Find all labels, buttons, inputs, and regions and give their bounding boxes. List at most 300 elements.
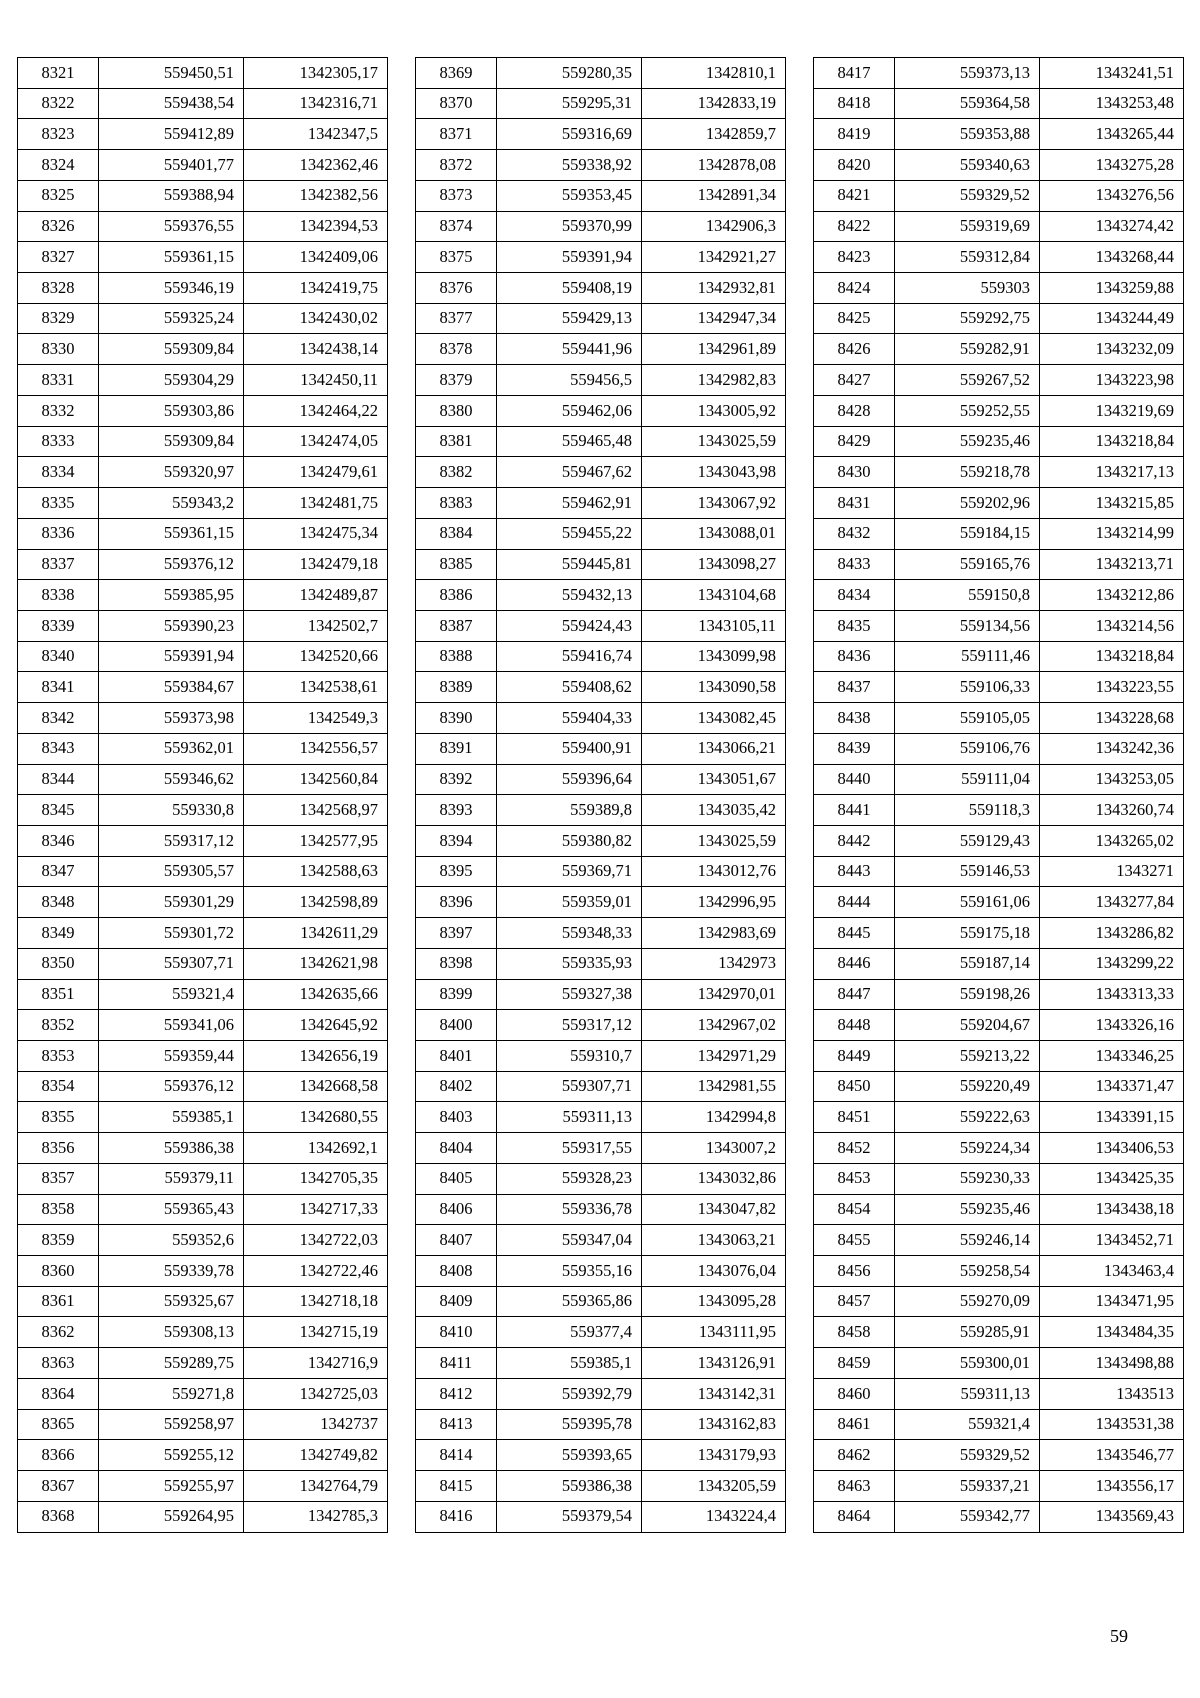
y-coordinate-cell: 1342316,71 xyxy=(244,88,388,119)
table-row xyxy=(416,887,786,918)
x-coordinate-cell: 559359,44 xyxy=(99,1041,244,1072)
table-row xyxy=(18,918,388,949)
y-coordinate-cell: 1343241,51 xyxy=(1040,58,1184,89)
y-coordinate-cell: 1342394,53 xyxy=(244,211,388,242)
y-coordinate-cell: 1342932,81 xyxy=(642,273,786,304)
point-number-cell: 8344 xyxy=(18,764,99,795)
table-row xyxy=(416,180,786,211)
y-coordinate-cell: 1342611,29 xyxy=(244,918,388,949)
point-number-cell: 8365 xyxy=(18,1409,99,1440)
point-number-cell: 8442 xyxy=(814,825,895,856)
table-row xyxy=(18,1071,388,1102)
table-row xyxy=(814,1286,1184,1317)
table-row xyxy=(814,1440,1184,1471)
y-coordinate-cell: 1343035,42 xyxy=(642,795,786,826)
table-row xyxy=(18,1102,388,1133)
point-number-cell: 8403 xyxy=(416,1102,497,1133)
table-row xyxy=(416,580,786,611)
point-number-cell: 8324 xyxy=(18,150,99,181)
x-coordinate-cell: 559310,7 xyxy=(497,1041,642,1072)
point-number-cell: 8353 xyxy=(18,1041,99,1072)
y-coordinate-cell: 1343242,36 xyxy=(1040,733,1184,764)
point-number-cell: 8407 xyxy=(416,1225,497,1256)
y-coordinate-cell: 1343259,88 xyxy=(1040,273,1184,304)
y-coordinate-cell: 1342520,66 xyxy=(244,641,388,672)
x-coordinate-cell: 559146,53 xyxy=(895,856,1040,887)
table-row xyxy=(18,672,388,703)
table-row xyxy=(814,1010,1184,1041)
point-number-cell: 8328 xyxy=(18,273,99,304)
table-row xyxy=(18,488,388,519)
point-number-cell: 8441 xyxy=(814,795,895,826)
x-coordinate-cell: 559391,94 xyxy=(99,641,244,672)
y-coordinate-cell: 1342722,46 xyxy=(244,1256,388,1287)
y-coordinate-cell: 1343025,59 xyxy=(642,426,786,457)
table-row xyxy=(416,518,786,549)
table-row xyxy=(18,856,388,887)
x-coordinate-cell: 559353,88 xyxy=(895,119,1040,150)
point-number-cell: 8342 xyxy=(18,703,99,734)
point-number-cell: 8361 xyxy=(18,1286,99,1317)
point-number-cell: 8447 xyxy=(814,979,895,1010)
table-row xyxy=(18,1317,388,1348)
y-coordinate-cell: 1342947,34 xyxy=(642,303,786,334)
y-coordinate-cell: 1343179,93 xyxy=(642,1440,786,1471)
y-coordinate-cell: 1343099,98 xyxy=(642,641,786,672)
table-row xyxy=(814,457,1184,488)
y-coordinate-cell: 1342481,75 xyxy=(244,488,388,519)
point-number-cell: 8346 xyxy=(18,825,99,856)
x-coordinate-cell: 559462,06 xyxy=(497,395,642,426)
table-row xyxy=(814,180,1184,211)
x-coordinate-cell: 559361,15 xyxy=(99,518,244,549)
x-coordinate-cell: 559235,46 xyxy=(895,426,1040,457)
point-number-cell: 8396 xyxy=(416,887,497,918)
table-row xyxy=(416,211,786,242)
y-coordinate-cell: 1343299,22 xyxy=(1040,948,1184,979)
table-row xyxy=(814,488,1184,519)
y-coordinate-cell: 1342479,18 xyxy=(244,549,388,580)
point-number-cell: 8461 xyxy=(814,1409,895,1440)
point-number-cell: 8343 xyxy=(18,733,99,764)
x-coordinate-cell: 559222,63 xyxy=(895,1102,1040,1133)
y-coordinate-cell: 1342362,46 xyxy=(244,150,388,181)
point-number-cell: 8435 xyxy=(814,610,895,641)
x-coordinate-cell: 559289,75 xyxy=(99,1348,244,1379)
table-row xyxy=(416,1225,786,1256)
x-coordinate-cell: 559362,01 xyxy=(99,733,244,764)
y-coordinate-cell: 1342588,63 xyxy=(244,856,388,887)
point-number-cell: 8431 xyxy=(814,488,895,519)
x-coordinate-cell: 559380,82 xyxy=(497,825,642,856)
point-number-cell: 8326 xyxy=(18,211,99,242)
point-number-cell: 8369 xyxy=(416,58,497,89)
table-row xyxy=(416,303,786,334)
x-coordinate-cell: 559462,91 xyxy=(497,488,642,519)
table-row xyxy=(18,273,388,304)
y-coordinate-cell: 1343271 xyxy=(1040,856,1184,887)
x-coordinate-cell: 559184,15 xyxy=(895,518,1040,549)
y-coordinate-cell: 1343223,98 xyxy=(1040,365,1184,396)
point-number-cell: 8460 xyxy=(814,1378,895,1409)
x-coordinate-cell: 559329,52 xyxy=(895,180,1040,211)
y-coordinate-cell: 1342891,34 xyxy=(642,180,786,211)
point-number-cell: 8348 xyxy=(18,887,99,918)
y-coordinate-cell: 1343268,44 xyxy=(1040,242,1184,273)
x-coordinate-cell: 559321,4 xyxy=(99,979,244,1010)
table-row xyxy=(416,457,786,488)
y-coordinate-cell: 1342971,29 xyxy=(642,1041,786,1072)
y-coordinate-cell: 1342810,1 xyxy=(642,58,786,89)
point-number-cell: 8404 xyxy=(416,1133,497,1164)
point-number-cell: 8399 xyxy=(416,979,497,1010)
y-coordinate-cell: 1343098,27 xyxy=(642,549,786,580)
y-coordinate-cell: 1343425,35 xyxy=(1040,1163,1184,1194)
y-coordinate-cell: 1342680,55 xyxy=(244,1102,388,1133)
x-coordinate-cell: 559161,06 xyxy=(895,887,1040,918)
y-coordinate-cell: 1343556,17 xyxy=(1040,1471,1184,1502)
x-coordinate-cell: 559292,75 xyxy=(895,303,1040,334)
table-row xyxy=(18,764,388,795)
x-coordinate-cell: 559111,04 xyxy=(895,764,1040,795)
point-number-cell: 8362 xyxy=(18,1317,99,1348)
x-coordinate-cell: 559106,33 xyxy=(895,672,1040,703)
point-number-cell: 8436 xyxy=(814,641,895,672)
y-coordinate-cell: 1343286,82 xyxy=(1040,918,1184,949)
point-number-cell: 8352 xyxy=(18,1010,99,1041)
x-coordinate-cell: 559267,52 xyxy=(895,365,1040,396)
x-coordinate-cell: 559308,13 xyxy=(99,1317,244,1348)
y-coordinate-cell: 1342878,08 xyxy=(642,150,786,181)
table-row xyxy=(416,1256,786,1287)
table-row xyxy=(18,88,388,119)
x-coordinate-cell: 559396,64 xyxy=(497,764,642,795)
point-number-cell: 8337 xyxy=(18,549,99,580)
x-coordinate-cell: 559361,15 xyxy=(99,242,244,273)
point-number-cell: 8419 xyxy=(814,119,895,150)
x-coordinate-cell: 559255,97 xyxy=(99,1471,244,1502)
y-coordinate-cell: 1342725,03 xyxy=(244,1378,388,1409)
table-row xyxy=(814,518,1184,549)
table-row xyxy=(814,918,1184,949)
y-coordinate-cell: 1342764,79 xyxy=(244,1471,388,1502)
point-number-cell: 8443 xyxy=(814,856,895,887)
point-number-cell: 8385 xyxy=(416,549,497,580)
table-row xyxy=(416,1501,786,1532)
table-row xyxy=(416,365,786,396)
y-coordinate-cell: 1343215,85 xyxy=(1040,488,1184,519)
y-coordinate-cell: 1343253,48 xyxy=(1040,88,1184,119)
x-coordinate-cell: 559376,55 xyxy=(99,211,244,242)
point-number-cell: 8371 xyxy=(416,119,497,150)
x-coordinate-cell: 559165,76 xyxy=(895,549,1040,580)
point-number-cell: 8445 xyxy=(814,918,895,949)
x-coordinate-cell: 559311,13 xyxy=(895,1378,1040,1409)
x-coordinate-cell: 559370,99 xyxy=(497,211,642,242)
y-coordinate-cell: 1342479,61 xyxy=(244,457,388,488)
y-coordinate-cell: 1343406,53 xyxy=(1040,1133,1184,1164)
x-coordinate-cell: 559282,91 xyxy=(895,334,1040,365)
coordinate-table-2 xyxy=(415,57,786,1533)
table-row xyxy=(814,273,1184,304)
table-row xyxy=(416,795,786,826)
x-coordinate-cell: 559316,69 xyxy=(497,119,642,150)
table-row xyxy=(416,1102,786,1133)
table-row xyxy=(814,1194,1184,1225)
table-row xyxy=(814,1378,1184,1409)
table-row xyxy=(814,825,1184,856)
y-coordinate-cell: 1342419,75 xyxy=(244,273,388,304)
y-coordinate-cell: 1343005,92 xyxy=(642,395,786,426)
x-coordinate-cell: 559346,62 xyxy=(99,764,244,795)
point-number-cell: 8373 xyxy=(416,180,497,211)
point-number-cell: 8358 xyxy=(18,1194,99,1225)
y-coordinate-cell: 1342577,95 xyxy=(244,825,388,856)
point-number-cell: 8386 xyxy=(416,580,497,611)
table-row xyxy=(18,1010,388,1041)
point-number-cell: 8454 xyxy=(814,1194,895,1225)
y-coordinate-cell: 1343142,31 xyxy=(642,1378,786,1409)
point-number-cell: 8451 xyxy=(814,1102,895,1133)
y-coordinate-cell: 1342833,19 xyxy=(642,88,786,119)
y-coordinate-cell: 1342450,11 xyxy=(244,365,388,396)
table-row xyxy=(416,1041,786,1072)
x-coordinate-cell: 559352,6 xyxy=(99,1225,244,1256)
point-number-cell: 8457 xyxy=(814,1286,895,1317)
point-number-cell: 8395 xyxy=(416,856,497,887)
y-coordinate-cell: 1343105,11 xyxy=(642,610,786,641)
x-coordinate-cell: 559342,77 xyxy=(895,1501,1040,1532)
x-coordinate-cell: 559198,26 xyxy=(895,979,1040,1010)
x-coordinate-cell: 559373,13 xyxy=(895,58,1040,89)
table-row xyxy=(814,703,1184,734)
point-number-cell: 8345 xyxy=(18,795,99,826)
point-number-cell: 8418 xyxy=(814,88,895,119)
y-coordinate-cell: 1343076,04 xyxy=(642,1256,786,1287)
y-coordinate-cell: 1342749,82 xyxy=(244,1440,388,1471)
y-coordinate-cell: 1343205,59 xyxy=(642,1471,786,1502)
table-row xyxy=(416,1409,786,1440)
table-row xyxy=(416,1286,786,1317)
x-coordinate-cell: 559258,54 xyxy=(895,1256,1040,1287)
point-number-cell: 8357 xyxy=(18,1163,99,1194)
x-coordinate-cell: 559220,49 xyxy=(895,1071,1040,1102)
x-coordinate-cell: 559320,97 xyxy=(99,457,244,488)
x-coordinate-cell: 559450,51 xyxy=(99,58,244,89)
table-row xyxy=(814,365,1184,396)
x-coordinate-cell: 559416,74 xyxy=(497,641,642,672)
table-row xyxy=(814,549,1184,580)
y-coordinate-cell: 1343214,99 xyxy=(1040,518,1184,549)
table-row xyxy=(814,334,1184,365)
x-coordinate-cell: 559353,45 xyxy=(497,180,642,211)
table-row xyxy=(18,580,388,611)
point-number-cell: 8387 xyxy=(416,610,497,641)
y-coordinate-cell: 1342906,3 xyxy=(642,211,786,242)
y-coordinate-cell: 1342967,02 xyxy=(642,1010,786,1041)
y-coordinate-cell: 1343228,68 xyxy=(1040,703,1184,734)
y-coordinate-cell: 1343162,83 xyxy=(642,1409,786,1440)
y-coordinate-cell: 1343219,69 xyxy=(1040,395,1184,426)
point-number-cell: 8413 xyxy=(416,1409,497,1440)
point-number-cell: 8374 xyxy=(416,211,497,242)
x-coordinate-cell: 559202,96 xyxy=(895,488,1040,519)
table-row xyxy=(18,211,388,242)
y-coordinate-cell: 1342560,84 xyxy=(244,764,388,795)
x-coordinate-cell: 559307,71 xyxy=(99,948,244,979)
y-coordinate-cell: 1343463,4 xyxy=(1040,1256,1184,1287)
point-number-cell: 8446 xyxy=(814,948,895,979)
table-row xyxy=(416,918,786,949)
table-row xyxy=(18,825,388,856)
x-coordinate-cell: 559338,92 xyxy=(497,150,642,181)
y-coordinate-cell: 1342438,14 xyxy=(244,334,388,365)
y-coordinate-cell: 1343265,02 xyxy=(1040,825,1184,856)
x-coordinate-cell: 559424,43 xyxy=(497,610,642,641)
y-coordinate-cell: 1343111,95 xyxy=(642,1317,786,1348)
table-row xyxy=(814,1133,1184,1164)
y-coordinate-cell: 1342982,83 xyxy=(642,365,786,396)
y-coordinate-cell: 1342921,27 xyxy=(642,242,786,273)
x-coordinate-cell: 559118,3 xyxy=(895,795,1040,826)
x-coordinate-cell: 559346,19 xyxy=(99,273,244,304)
x-coordinate-cell: 559390,23 xyxy=(99,610,244,641)
table-row xyxy=(814,88,1184,119)
y-coordinate-cell: 1343531,38 xyxy=(1040,1409,1184,1440)
y-coordinate-cell: 1343260,74 xyxy=(1040,795,1184,826)
point-number-cell: 8335 xyxy=(18,488,99,519)
x-coordinate-cell: 559377,4 xyxy=(497,1317,642,1348)
point-number-cell: 8363 xyxy=(18,1348,99,1379)
table-row xyxy=(18,1225,388,1256)
table-row xyxy=(18,1348,388,1379)
table-row xyxy=(18,1041,388,1072)
point-number-cell: 8429 xyxy=(814,426,895,457)
y-coordinate-cell: 1343546,77 xyxy=(1040,1440,1184,1471)
point-number-cell: 8359 xyxy=(18,1225,99,1256)
point-number-cell: 8383 xyxy=(416,488,497,519)
y-coordinate-cell: 1342409,06 xyxy=(244,242,388,273)
x-coordinate-cell: 559329,52 xyxy=(895,1440,1040,1471)
x-coordinate-cell: 559187,14 xyxy=(895,948,1040,979)
table-row xyxy=(18,610,388,641)
y-coordinate-cell: 1342994,8 xyxy=(642,1102,786,1133)
x-coordinate-cell: 559106,76 xyxy=(895,733,1040,764)
point-number-cell: 8439 xyxy=(814,733,895,764)
table-row xyxy=(814,426,1184,457)
y-coordinate-cell: 1343126,91 xyxy=(642,1348,786,1379)
point-number-cell: 8327 xyxy=(18,242,99,273)
table-row xyxy=(18,1133,388,1164)
x-coordinate-cell: 559309,84 xyxy=(99,426,244,457)
point-number-cell: 8424 xyxy=(814,273,895,304)
point-number-cell: 8375 xyxy=(416,242,497,273)
x-coordinate-cell: 559134,56 xyxy=(895,610,1040,641)
point-number-cell: 8367 xyxy=(18,1471,99,1502)
x-coordinate-cell: 559246,14 xyxy=(895,1225,1040,1256)
table-row xyxy=(814,119,1184,150)
point-number-cell: 8402 xyxy=(416,1071,497,1102)
x-coordinate-cell: 559365,86 xyxy=(497,1286,642,1317)
coordinate-table-1 xyxy=(17,57,388,1533)
y-coordinate-cell: 1342785,3 xyxy=(244,1501,388,1532)
table-row xyxy=(814,1256,1184,1287)
point-number-cell: 8377 xyxy=(416,303,497,334)
table-row xyxy=(416,979,786,1010)
point-number-cell: 8406 xyxy=(416,1194,497,1225)
table-row xyxy=(814,948,1184,979)
point-number-cell: 8388 xyxy=(416,641,497,672)
x-coordinate-cell: 559271,8 xyxy=(99,1378,244,1409)
table-row xyxy=(814,303,1184,334)
table-row xyxy=(416,1133,786,1164)
y-coordinate-cell: 1343326,16 xyxy=(1040,1010,1184,1041)
x-coordinate-cell: 559385,1 xyxy=(497,1348,642,1379)
x-coordinate-cell: 559204,67 xyxy=(895,1010,1040,1041)
x-coordinate-cell: 559456,5 xyxy=(497,365,642,396)
x-coordinate-cell: 559335,93 xyxy=(497,948,642,979)
x-coordinate-cell: 559339,78 xyxy=(99,1256,244,1287)
x-coordinate-cell: 559376,12 xyxy=(99,549,244,580)
y-coordinate-cell: 1342489,87 xyxy=(244,580,388,611)
x-coordinate-cell: 559224,34 xyxy=(895,1133,1040,1164)
point-number-cell: 8463 xyxy=(814,1471,895,1502)
point-number-cell: 8333 xyxy=(18,426,99,457)
point-number-cell: 8391 xyxy=(416,733,497,764)
y-coordinate-cell: 1343007,2 xyxy=(642,1133,786,1164)
x-coordinate-cell: 559379,11 xyxy=(99,1163,244,1194)
x-coordinate-cell: 559235,46 xyxy=(895,1194,1040,1225)
x-coordinate-cell: 559340,63 xyxy=(895,150,1040,181)
x-coordinate-cell: 559264,95 xyxy=(99,1501,244,1532)
x-coordinate-cell: 559408,19 xyxy=(497,273,642,304)
point-number-cell: 8384 xyxy=(416,518,497,549)
x-coordinate-cell: 559369,71 xyxy=(497,856,642,887)
point-number-cell: 8341 xyxy=(18,672,99,703)
point-number-cell: 8392 xyxy=(416,764,497,795)
x-coordinate-cell: 559255,12 xyxy=(99,1440,244,1471)
x-coordinate-cell: 559336,78 xyxy=(497,1194,642,1225)
table-row xyxy=(18,948,388,979)
y-coordinate-cell: 1342568,97 xyxy=(244,795,388,826)
y-coordinate-cell: 1342645,92 xyxy=(244,1010,388,1041)
point-number-cell: 8405 xyxy=(416,1163,497,1194)
point-number-cell: 8351 xyxy=(18,979,99,1010)
x-coordinate-cell: 559408,62 xyxy=(497,672,642,703)
x-coordinate-cell: 559258,97 xyxy=(99,1409,244,1440)
x-coordinate-cell: 559337,21 xyxy=(895,1471,1040,1502)
point-number-cell: 8444 xyxy=(814,887,895,918)
y-coordinate-cell: 1343275,28 xyxy=(1040,150,1184,181)
table-row xyxy=(814,764,1184,795)
y-coordinate-cell: 1343043,98 xyxy=(642,457,786,488)
x-coordinate-cell: 559111,46 xyxy=(895,641,1040,672)
y-coordinate-cell: 1342722,03 xyxy=(244,1225,388,1256)
table-row xyxy=(18,1286,388,1317)
table-row xyxy=(814,795,1184,826)
y-coordinate-cell: 1343313,33 xyxy=(1040,979,1184,1010)
table-row xyxy=(814,211,1184,242)
table-row xyxy=(18,395,388,426)
y-coordinate-cell: 1342961,89 xyxy=(642,334,786,365)
point-number-cell: 8331 xyxy=(18,365,99,396)
x-coordinate-cell: 559311,13 xyxy=(497,1102,642,1133)
table-row xyxy=(416,764,786,795)
x-coordinate-cell: 559465,48 xyxy=(497,426,642,457)
table-row xyxy=(18,365,388,396)
x-coordinate-cell: 559386,38 xyxy=(497,1471,642,1502)
y-coordinate-cell: 1343224,4 xyxy=(642,1501,786,1532)
